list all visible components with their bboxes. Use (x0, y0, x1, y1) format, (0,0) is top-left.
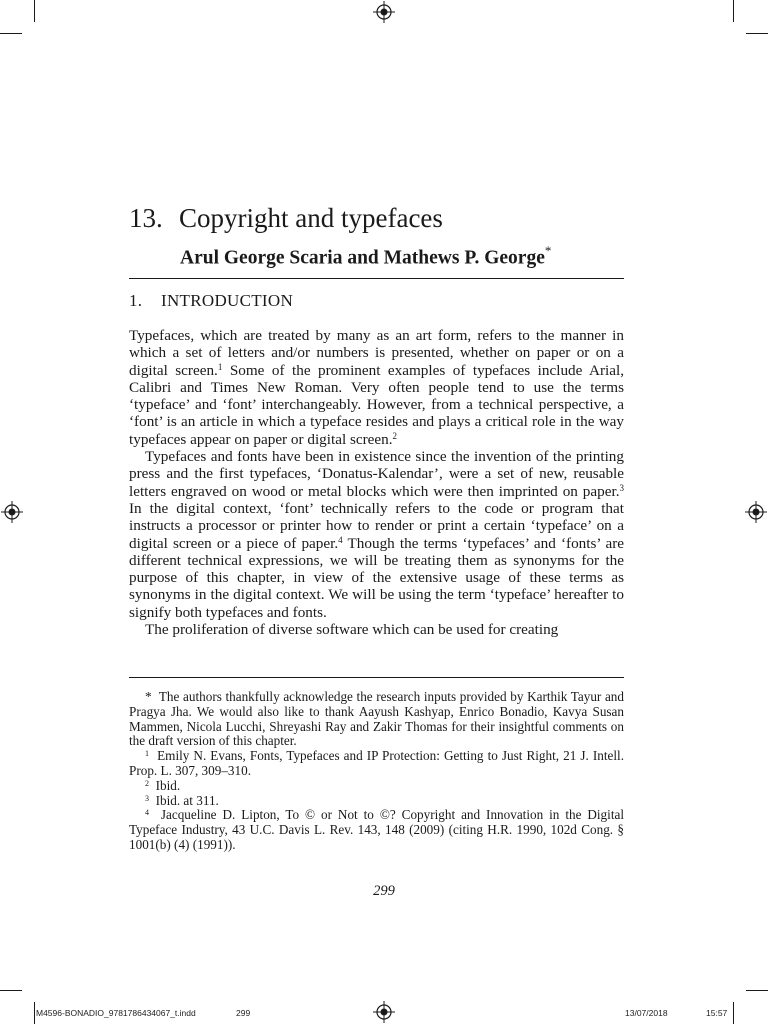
slug-time: 15:57 (706, 1008, 728, 1018)
paragraph-text: Though the terms ‘typefaces’ and ‘fonts’ are different technical expressions, we will be treating them as synonyms for the purpose of this chapter, in view of the extensive usage of these terms as synonyms in the digital context. We will be using the term ‘typeface’ hereafter to signify both typefaces and fonts. (129, 534, 624, 621)
registration-mark-icon (373, 1, 395, 23)
chapter-title (129, 203, 443, 234)
paragraph (129, 448, 624, 621)
registration-mark-icon (373, 1001, 395, 1023)
author-note-marker: * (544, 243, 552, 258)
registration-mark-icon (745, 501, 767, 523)
slug-filename: M4596-BONADIO_9781786434067_t.indd (36, 1008, 196, 1018)
crop-mark-top-left (0, 33, 22, 34)
footnote-ref[interactable]: 3 (619, 482, 624, 493)
paragraph-text: In the digital context, ‘font’ technically refers to the code or program that instructs a processor or printer how to render or print a certain ‘typeface’ on a digital screen or a piece of paper. (129, 499, 624, 552)
section-number: 1. (129, 291, 143, 310)
footnote (129, 779, 624, 794)
paragraph (129, 621, 624, 638)
crop-mark-bottom-right (746, 990, 768, 991)
footnote-text: The authors thankfully acknowledge the research inputs provided by Karthik Tayur and Pragya Jha. We would also like to thank Aayush Kashyap, Enrico Bonadio, Kavya Susan Mammen, Nicola Lucchi, Shreyashi Ray and Zakir Thomas for their insightful comments on the draft version of this chapter. (129, 689, 624, 749)
title-divider (129, 278, 624, 279)
footnote-text: Ibid. (155, 777, 181, 793)
footnote-marker: 1 (145, 749, 149, 759)
paragraph-text: Typefaces and fonts have been in existence since the invention of the printing press and the first typefaces, ‘Donatus-Kalendar’, were a set of new, reusable letters engraved on wood or metal blocks which were then imprinted on paper. (129, 448, 624, 500)
footnote-marker: 3 (145, 793, 149, 803)
footnote-text: Emily N. Evans, Fonts, Typefaces and IP Protection: Getting to Just Right, 21 J. Intell. Prop. L. 307, 309–310. (129, 748, 624, 778)
footnote (129, 749, 624, 779)
footnote-ref[interactable]: 4 (338, 534, 343, 545)
paragraph (129, 327, 624, 448)
footnote (129, 690, 624, 749)
footnote (129, 794, 624, 809)
crop-mark-bottom-left (34, 1002, 35, 1024)
section-title: INTRODUCTION (161, 291, 294, 310)
footnote-text: Jacqueline D. Lipton, To © or Not to ©? Copyright and Innovation in the Digital Typeface Industry, 43 U.C. Davis L. Rev. 143, 148 (2009) (citing H.R. 1990, 102d Cong. § 1001(b) (4) (1991)). (129, 807, 624, 852)
chapter-authors (180, 244, 551, 270)
author-names: Arul George Scaria and Mathews P. George (180, 247, 545, 269)
chapter-number: 13. (129, 203, 163, 233)
paragraph-text: The proliferation of diverse software which can be used for creating (145, 621, 559, 639)
footnote-text: Ibid. at 311. (155, 792, 219, 808)
page-number: 299 (373, 883, 395, 899)
footnote (129, 808, 624, 852)
section-heading (129, 291, 293, 311)
footnote-ref[interactable]: 2 (392, 430, 398, 441)
footnote-marker: * (145, 689, 152, 704)
footnote-marker: 2 (145, 778, 149, 788)
paragraph-text: Some of the prominent examples of typefaces include Arial, Calibri and Times New Roman. Very often people tend to use the terms ‘typeface’ and ‘font’ interchangeably. However, from a technical perspective, a ‘font’ is an article in which a typeface resides and plays a critical role in the way typefaces appear on paper or digital screen. (129, 361, 624, 448)
slug-page: 299 (236, 1008, 251, 1018)
registration-mark-icon (1, 501, 23, 523)
body-text (129, 327, 624, 638)
footnote-marker: 4 (145, 808, 149, 818)
paragraph-text: Typefaces, which are treated by many as an art form, refers to the manner in which a set of letters and/or numbers is presented, whether on paper or on a digital screen. (129, 327, 624, 379)
crop-mark-bottom-left (0, 990, 22, 991)
crop-mark-top-left (34, 0, 35, 22)
crop-mark-bottom-right (733, 1002, 734, 1024)
chapter-title-text: Copyright and typefaces (179, 203, 443, 233)
slug-date: 13/07/2018 (625, 1008, 668, 1018)
footnotes (129, 690, 624, 853)
crop-mark-top-right (746, 33, 768, 34)
footnote-divider (129, 677, 624, 678)
footnote-ref[interactable]: 1 (217, 361, 223, 372)
crop-mark-top-right (733, 0, 734, 22)
